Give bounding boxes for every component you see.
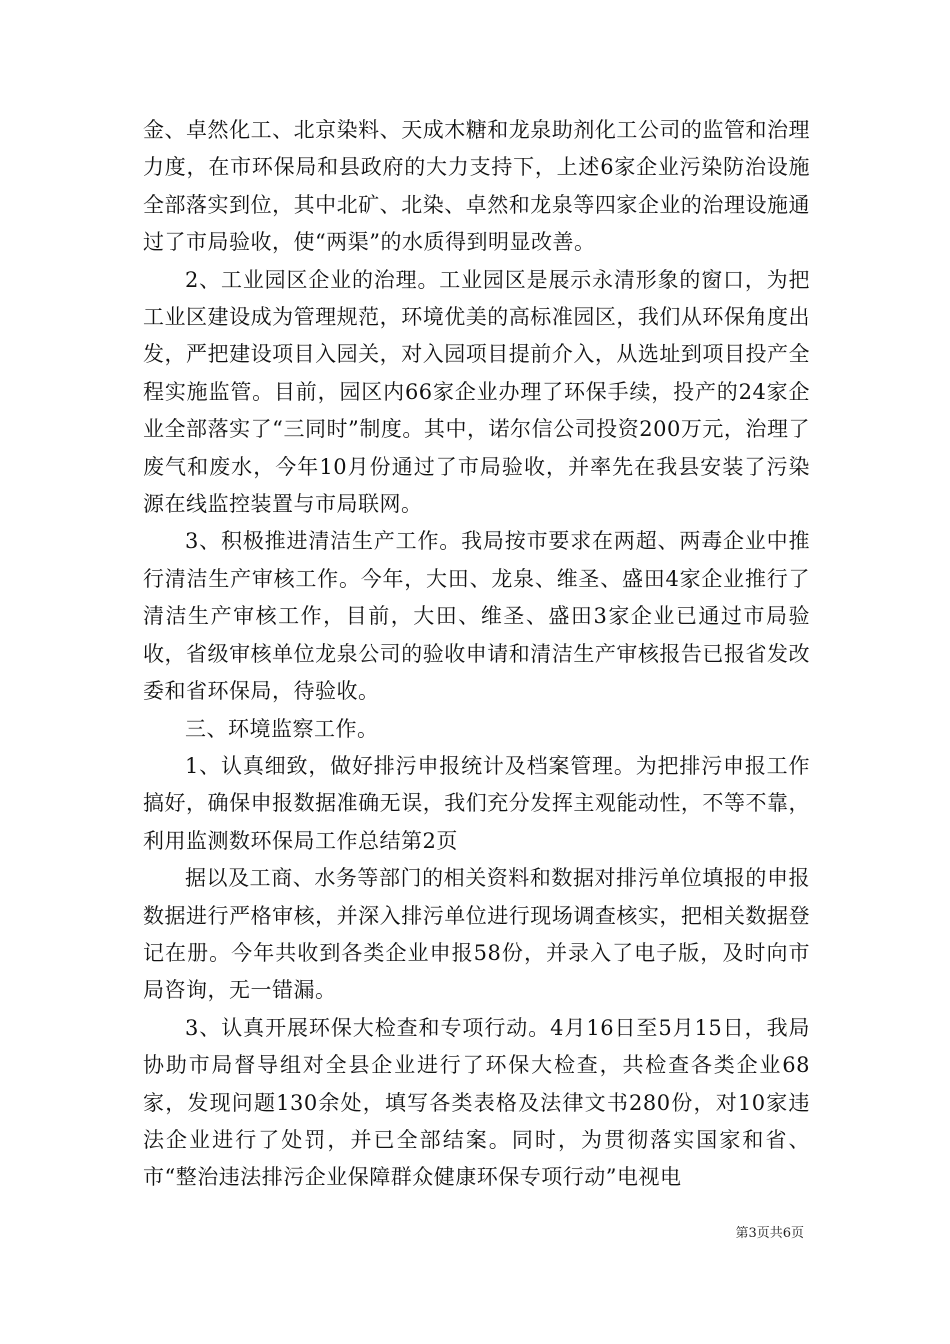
paragraph-emission-declaration: 1、认真细致，做好排污申报统计及档案管理。为把排污申报工作搞好，确保申报数据准确无误，我们充分发挥主观能动性，不等不靠，利用监测数环保局工作总结第2页	[143, 753, 810, 853]
paragraph-industrial-park: 2、工业园区企业的治理。工业园区是展示永清形象的窗口，为把工业区建设成为管理规范，环境优美的高标准园区，我们从环保角度出发，严把建设项目入园关，对入园项目提前介入，从选址到项目投产全程实施监管。目前，园区内66家企业办理了环保手续，投产的24家企业全部落实了“三同时”制度。其中，诺尔信公司投资200万元，治理了废气和废水，今年10月份通过了市局验收，并率先在我县安装了污染源在线监控装置与市局联网。	[143, 267, 810, 517]
paragraph-clean-production: 3、积极推进清洁生产工作。我局按市要求在两超、两毒企业中推行清洁生产审核工作。今年，大田、龙泉、维圣、盛田4家企业推行了清洁生产审核工作，目前，大田、维圣、盛田3家企业已通过市局验收，省级审核单位龙泉公司的验收申请和清洁生产审核报告已报省发改委和省环保局，待验收。	[143, 529, 810, 704]
paragraph-special-action: 3、认真开展环保大检查和专项行动。4月16日至5月15日，我局协助市局督导组对全县企业进行了环保大检查，共检查各类企业68家，发现问题130余处，填写各类表格及法律文书280份，对10家违法企业进行了处罚，并已全部结案。同时，为贯彻落实国家和省、市“整治违法排污企业保障群众健康环保专项行动”电视电	[143, 1015, 810, 1190]
paragraph-continuation: 金、卓然化工、北京染料、天成木糖和龙泉助剂化工公司的监管和治理力度，在市环保局和县政府的大力支持下，上述6家企业污染防治设施全部落实到位，其中北矿、北染、卓然和龙泉等四家企业的治理设施通过了市局验收，使“两渠”的水质得到明显改善。	[143, 118, 810, 255]
document-body	[143, 112, 810, 1197]
paragraph-data-review: 据以及工商、水务等部门的相关资料和数据对排污单位填报的申报数据进行严格审核，并深入排污单位进行现场调查核实，把相关数据登记在册。今年共收到各类企业申报58份，并录入了电子版，及时向市局咨询，无一错漏。	[143, 866, 810, 1003]
section-heading-environmental-inspection: 三、环境监察工作。	[185, 716, 379, 741]
page-number-footer: 第3页共6页	[735, 1226, 804, 1241]
